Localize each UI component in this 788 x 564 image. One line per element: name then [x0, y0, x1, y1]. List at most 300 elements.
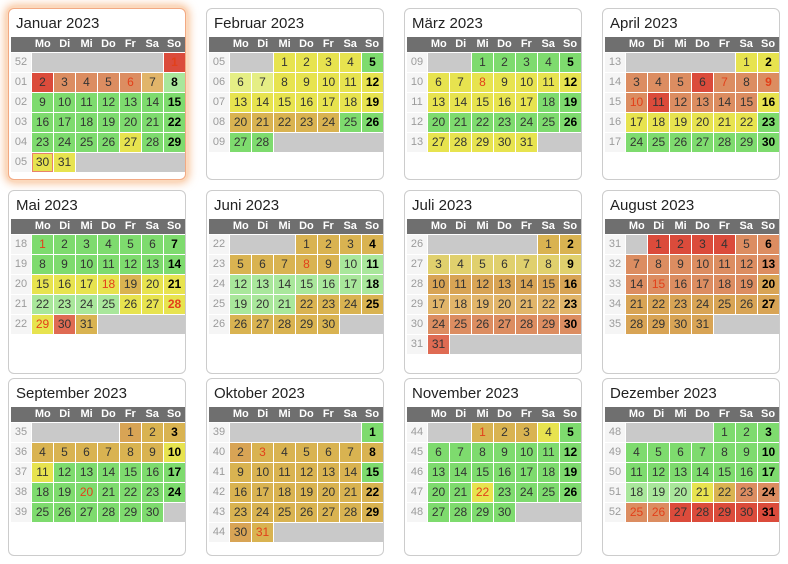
- day-cell[interactable]: 25: [538, 483, 559, 502]
- day-cell[interactable]: 1: [538, 235, 559, 254]
- day-cell[interactable]: 9: [560, 255, 581, 274]
- day-cell[interactable]: 15: [648, 275, 669, 294]
- day-cell[interactable]: 19: [670, 113, 691, 132]
- day-cell[interactable]: 22: [472, 483, 493, 502]
- day-cell[interactable]: 6: [252, 255, 273, 274]
- day-cell[interactable]: 27: [428, 503, 449, 522]
- day-cell[interactable]: 18: [362, 275, 383, 294]
- day-cell[interactable]: 22: [736, 113, 757, 132]
- day-cell[interactable]: 12: [736, 255, 757, 274]
- day-cell[interactable]: 16: [230, 483, 251, 502]
- day-cell[interactable]: 5: [472, 255, 493, 274]
- day-cell[interactable]: 23: [670, 295, 691, 314]
- day-cell[interactable]: 6: [758, 235, 779, 254]
- day-cell[interactable]: 7: [516, 255, 537, 274]
- day-cell[interactable]: 17: [252, 483, 273, 502]
- day-cell[interactable]: 10: [758, 443, 779, 462]
- day-cell[interactable]: 17: [428, 295, 449, 314]
- day-cell[interactable]: 31: [758, 503, 779, 522]
- day-cell[interactable]: 30: [736, 503, 757, 522]
- day-cell[interactable]: 3: [54, 73, 75, 92]
- day-cell[interactable]: 9: [736, 443, 757, 462]
- day-cell[interactable]: 15: [538, 275, 559, 294]
- day-cell[interactable]: 2: [54, 235, 75, 254]
- day-cell[interactable]: 18: [450, 295, 471, 314]
- day-cell[interactable]: 1: [648, 235, 669, 254]
- day-cell[interactable]: 18: [538, 463, 559, 482]
- day-cell[interactable]: 12: [120, 255, 141, 274]
- day-cell[interactable]: 13: [758, 255, 779, 274]
- day-cell[interactable]: 1: [164, 53, 185, 72]
- day-cell[interactable]: 5: [98, 73, 119, 92]
- day-cell[interactable]: 11: [76, 93, 97, 112]
- day-cell[interactable]: 11: [626, 463, 647, 482]
- day-cell[interactable]: 31: [252, 523, 273, 542]
- day-cell[interactable]: 20: [428, 483, 449, 502]
- day-cell[interactable]: 5: [54, 443, 75, 462]
- day-cell[interactable]: 19: [736, 275, 757, 294]
- day-cell[interactable]: 24: [516, 113, 537, 132]
- day-cell[interactable]: 3: [428, 255, 449, 274]
- day-cell[interactable]: 21: [98, 483, 119, 502]
- day-cell[interactable]: 4: [714, 235, 735, 254]
- day-cell[interactable]: 16: [54, 275, 75, 294]
- day-cell[interactable]: 16: [142, 463, 163, 482]
- day-cell[interactable]: 4: [538, 423, 559, 442]
- day-cell[interactable]: 28: [274, 315, 295, 334]
- day-cell[interactable]: 10: [516, 443, 537, 462]
- day-cell[interactable]: 27: [428, 133, 449, 152]
- day-cell[interactable]: 22: [32, 295, 53, 314]
- day-cell[interactable]: 3: [692, 235, 713, 254]
- day-cell[interactable]: 12: [472, 275, 493, 294]
- day-cell[interactable]: 29: [120, 503, 141, 522]
- day-cell[interactable]: 17: [76, 275, 97, 294]
- day-cell[interactable]: 3: [318, 53, 339, 72]
- day-cell[interactable]: 5: [296, 443, 317, 462]
- day-cell[interactable]: 18: [274, 483, 295, 502]
- day-cell[interactable]: 23: [758, 113, 779, 132]
- day-cell[interactable]: 24: [164, 483, 185, 502]
- day-cell[interactable]: 15: [164, 93, 185, 112]
- day-cell[interactable]: 4: [362, 235, 383, 254]
- day-cell[interactable]: 10: [428, 275, 449, 294]
- day-cell[interactable]: 17: [516, 463, 537, 482]
- day-cell[interactable]: 23: [32, 133, 53, 152]
- day-cell[interactable]: 5: [648, 443, 669, 462]
- day-cell[interactable]: 21: [516, 295, 537, 314]
- day-cell[interactable]: 25: [538, 113, 559, 132]
- day-cell[interactable]: 4: [648, 73, 669, 92]
- day-cell[interactable]: 4: [340, 53, 361, 72]
- day-cell[interactable]: 14: [450, 463, 471, 482]
- day-cell[interactable]: 20: [120, 113, 141, 132]
- day-cell[interactable]: 27: [120, 133, 141, 152]
- day-cell[interactable]: 14: [626, 275, 647, 294]
- day-cell[interactable]: 1: [296, 235, 317, 254]
- day-cell[interactable]: 19: [472, 295, 493, 314]
- day-cell[interactable]: 2: [494, 53, 515, 72]
- day-cell[interactable]: 15: [362, 463, 383, 482]
- day-cell[interactable]: 28: [714, 133, 735, 152]
- day-cell[interactable]: 4: [76, 73, 97, 92]
- day-cell[interactable]: 10: [692, 255, 713, 274]
- day-cell[interactable]: 26: [230, 315, 251, 334]
- day-cell[interactable]: 16: [670, 275, 691, 294]
- day-cell[interactable]: 25: [98, 295, 119, 314]
- day-cell[interactable]: 29: [714, 503, 735, 522]
- day-cell[interactable]: 22: [274, 113, 295, 132]
- day-cell[interactable]: 23: [560, 295, 581, 314]
- day-cell[interactable]: 22: [164, 113, 185, 132]
- day-cell[interactable]: 7: [252, 73, 273, 92]
- day-cell[interactable]: 31: [428, 335, 449, 354]
- day-cell[interactable]: 13: [670, 463, 691, 482]
- day-cell[interactable]: 27: [318, 503, 339, 522]
- day-cell[interactable]: 30: [494, 133, 515, 152]
- day-cell[interactable]: 10: [54, 93, 75, 112]
- day-cell[interactable]: 19: [54, 483, 75, 502]
- day-cell[interactable]: 25: [340, 113, 361, 132]
- day-cell[interactable]: 16: [296, 93, 317, 112]
- day-cell[interactable]: 11: [98, 255, 119, 274]
- day-cell[interactable]: 6: [318, 443, 339, 462]
- day-cell[interactable]: 7: [714, 73, 735, 92]
- day-cell[interactable]: 15: [714, 463, 735, 482]
- day-cell[interactable]: 9: [142, 443, 163, 462]
- day-cell[interactable]: 26: [120, 295, 141, 314]
- day-cell[interactable]: 24: [318, 113, 339, 132]
- day-cell[interactable]: 30: [142, 503, 163, 522]
- day-cell[interactable]: 4: [450, 255, 471, 274]
- day-cell[interactable]: 9: [32, 93, 53, 112]
- day-cell[interactable]: 12: [98, 93, 119, 112]
- day-cell[interactable]: 21: [626, 295, 647, 314]
- day-cell[interactable]: 12: [296, 463, 317, 482]
- day-cell[interactable]: 5: [560, 423, 581, 442]
- day-cell[interactable]: 3: [252, 443, 273, 462]
- day-cell[interactable]: 8: [32, 255, 53, 274]
- day-cell[interactable]: 21: [164, 275, 185, 294]
- day-cell[interactable]: 12: [560, 443, 581, 462]
- day-cell[interactable]: 11: [362, 255, 383, 274]
- day-cell[interactable]: 1: [362, 423, 383, 442]
- day-cell[interactable]: 6: [428, 73, 449, 92]
- day-cell[interactable]: 31: [516, 133, 537, 152]
- day-cell[interactable]: 17: [164, 463, 185, 482]
- day-cell[interactable]: 12: [560, 73, 581, 92]
- day-cell[interactable]: 8: [472, 443, 493, 462]
- day-cell[interactable]: 21: [274, 295, 295, 314]
- day-cell[interactable]: 7: [340, 443, 361, 462]
- day-cell[interactable]: 6: [692, 73, 713, 92]
- day-cell[interactable]: 31: [76, 315, 97, 334]
- day-cell[interactable]: 19: [648, 483, 669, 502]
- day-cell[interactable]: 6: [230, 73, 251, 92]
- day-cell[interactable]: 15: [736, 93, 757, 112]
- day-cell[interactable]: 16: [758, 93, 779, 112]
- day-cell[interactable]: 7: [164, 235, 185, 254]
- day-cell[interactable]: 3: [516, 423, 537, 442]
- day-cell[interactable]: 27: [76, 503, 97, 522]
- day-cell[interactable]: 21: [340, 483, 361, 502]
- day-cell[interactable]: 23: [54, 295, 75, 314]
- day-cell[interactable]: 11: [714, 255, 735, 274]
- day-cell[interactable]: 7: [450, 73, 471, 92]
- day-cell[interactable]: 20: [494, 295, 515, 314]
- day-cell[interactable]: 2: [230, 443, 251, 462]
- day-cell[interactable]: 22: [362, 483, 383, 502]
- day-cell[interactable]: 13: [120, 93, 141, 112]
- day-cell[interactable]: 27: [670, 503, 691, 522]
- day-cell[interactable]: 24: [692, 295, 713, 314]
- day-cell[interactable]: 1: [274, 53, 295, 72]
- day-cell[interactable]: 1: [736, 53, 757, 72]
- day-cell[interactable]: 9: [318, 255, 339, 274]
- day-cell[interactable]: 14: [274, 275, 295, 294]
- day-cell[interactable]: 24: [76, 295, 97, 314]
- day-cell[interactable]: 20: [318, 483, 339, 502]
- day-cell[interactable]: 25: [362, 295, 383, 314]
- day-cell[interactable]: 25: [274, 503, 295, 522]
- day-cell[interactable]: 18: [538, 93, 559, 112]
- day-cell[interactable]: 18: [340, 93, 361, 112]
- day-cell[interactable]: 27: [758, 295, 779, 314]
- day-cell[interactable]: 29: [736, 133, 757, 152]
- day-cell[interactable]: 1: [472, 423, 493, 442]
- day-cell[interactable]: 25: [626, 503, 647, 522]
- day-cell[interactable]: 4: [626, 443, 647, 462]
- day-cell[interactable]: 20: [670, 483, 691, 502]
- day-cell[interactable]: 26: [362, 113, 383, 132]
- day-cell[interactable]: 18: [98, 275, 119, 294]
- day-cell[interactable]: 27: [494, 315, 515, 334]
- day-cell[interactable]: 16: [736, 463, 757, 482]
- day-cell[interactable]: 13: [692, 93, 713, 112]
- day-cell[interactable]: 29: [296, 315, 317, 334]
- day-cell[interactable]: 25: [648, 133, 669, 152]
- day-cell[interactable]: 3: [626, 73, 647, 92]
- day-cell[interactable]: 20: [252, 295, 273, 314]
- day-cell[interactable]: 2: [758, 53, 779, 72]
- day-cell[interactable]: 22: [714, 483, 735, 502]
- day-cell[interactable]: 6: [428, 443, 449, 462]
- day-cell[interactable]: 8: [472, 73, 493, 92]
- day-cell[interactable]: 9: [54, 255, 75, 274]
- day-cell[interactable]: 8: [538, 255, 559, 274]
- day-cell[interactable]: 26: [54, 503, 75, 522]
- day-cell[interactable]: 10: [164, 443, 185, 462]
- day-cell[interactable]: 21: [450, 113, 471, 132]
- day-cell[interactable]: 20: [76, 483, 97, 502]
- day-cell[interactable]: 22: [296, 295, 317, 314]
- day-cell[interactable]: 26: [98, 133, 119, 152]
- day-cell[interactable]: 8: [362, 443, 383, 462]
- day-cell[interactable]: 28: [692, 503, 713, 522]
- day-cell[interactable]: 15: [472, 463, 493, 482]
- day-cell[interactable]: 13: [318, 463, 339, 482]
- day-cell[interactable]: 23: [142, 483, 163, 502]
- day-cell[interactable]: 3: [340, 235, 361, 254]
- day-cell[interactable]: 13: [252, 275, 273, 294]
- day-cell[interactable]: 29: [472, 503, 493, 522]
- day-cell[interactable]: 2: [296, 53, 317, 72]
- day-cell[interactable]: 18: [648, 113, 669, 132]
- day-cell[interactable]: 13: [230, 93, 251, 112]
- day-cell[interactable]: 4: [98, 235, 119, 254]
- day-cell[interactable]: 5: [230, 255, 251, 274]
- day-cell[interactable]: 19: [98, 113, 119, 132]
- day-cell[interactable]: 11: [648, 93, 669, 112]
- day-cell[interactable]: 30: [560, 315, 581, 334]
- day-cell[interactable]: 2: [494, 423, 515, 442]
- day-cell[interactable]: 31: [54, 153, 75, 172]
- day-cell[interactable]: 19: [560, 463, 581, 482]
- day-cell[interactable]: 28: [450, 133, 471, 152]
- day-cell[interactable]: 14: [714, 93, 735, 112]
- day-cell[interactable]: 8: [120, 443, 141, 462]
- day-cell[interactable]: 27: [142, 295, 163, 314]
- day-cell[interactable]: 8: [648, 255, 669, 274]
- day-cell[interactable]: 17: [516, 93, 537, 112]
- day-cell[interactable]: 14: [252, 93, 273, 112]
- day-cell[interactable]: 18: [76, 113, 97, 132]
- day-cell[interactable]: 29: [32, 315, 53, 334]
- day-cell[interactable]: 31: [692, 315, 713, 334]
- day-cell[interactable]: 21: [252, 113, 273, 132]
- day-cell[interactable]: 4: [538, 53, 559, 72]
- day-cell[interactable]: 30: [494, 503, 515, 522]
- day-cell[interactable]: 1: [32, 235, 53, 254]
- day-cell[interactable]: 26: [736, 295, 757, 314]
- day-cell[interactable]: 2: [318, 235, 339, 254]
- day-cell[interactable]: 26: [560, 113, 581, 132]
- day-cell[interactable]: 27: [230, 133, 251, 152]
- day-cell[interactable]: 2: [736, 423, 757, 442]
- day-cell[interactable]: 21: [714, 113, 735, 132]
- day-cell[interactable]: 17: [758, 463, 779, 482]
- day-cell[interactable]: 17: [54, 113, 75, 132]
- day-cell[interactable]: 19: [296, 483, 317, 502]
- day-cell[interactable]: 19: [362, 93, 383, 112]
- day-cell[interactable]: 28: [98, 503, 119, 522]
- day-cell[interactable]: 12: [54, 463, 75, 482]
- day-cell[interactable]: 7: [142, 73, 163, 92]
- day-cell[interactable]: 24: [252, 503, 273, 522]
- day-cell[interactable]: 6: [120, 73, 141, 92]
- day-cell[interactable]: 15: [472, 93, 493, 112]
- day-cell[interactable]: 1: [120, 423, 141, 442]
- day-cell[interactable]: 20: [230, 113, 251, 132]
- day-cell[interactable]: 17: [626, 113, 647, 132]
- day-cell[interactable]: 28: [626, 315, 647, 334]
- day-cell[interactable]: 9: [296, 73, 317, 92]
- day-cell-today[interactable]: 30: [32, 153, 53, 172]
- day-cell[interactable]: 23: [230, 503, 251, 522]
- day-cell[interactable]: 23: [736, 483, 757, 502]
- day-cell[interactable]: 8: [296, 255, 317, 274]
- day-cell[interactable]: 15: [274, 93, 295, 112]
- day-cell[interactable]: 26: [670, 133, 691, 152]
- day-cell[interactable]: 10: [252, 463, 273, 482]
- day-cell[interactable]: 30: [670, 315, 691, 334]
- day-cell[interactable]: 27: [252, 315, 273, 334]
- day-cell[interactable]: 28: [252, 133, 273, 152]
- day-cell[interactable]: 24: [516, 483, 537, 502]
- day-cell[interactable]: 30: [230, 523, 251, 542]
- day-cell[interactable]: 10: [76, 255, 97, 274]
- day-cell[interactable]: 21: [692, 483, 713, 502]
- day-cell[interactable]: 6: [494, 255, 515, 274]
- day-cell[interactable]: 9: [494, 73, 515, 92]
- day-cell[interactable]: 22: [120, 483, 141, 502]
- day-cell[interactable]: 6: [142, 235, 163, 254]
- day-cell[interactable]: 13: [428, 463, 449, 482]
- day-cell[interactable]: 24: [428, 315, 449, 334]
- day-cell[interactable]: 17: [692, 275, 713, 294]
- day-cell[interactable]: 26: [648, 503, 669, 522]
- day-cell[interactable]: 28: [450, 503, 471, 522]
- day-cell[interactable]: 20: [692, 113, 713, 132]
- day-cell[interactable]: 3: [76, 235, 97, 254]
- day-cell[interactable]: 24: [54, 133, 75, 152]
- day-cell[interactable]: 9: [758, 73, 779, 92]
- day-cell[interactable]: 11: [450, 275, 471, 294]
- day-cell[interactable]: 3: [516, 53, 537, 72]
- day-cell[interactable]: 28: [164, 295, 185, 314]
- day-cell[interactable]: 18: [714, 275, 735, 294]
- day-cell[interactable]: 24: [758, 483, 779, 502]
- day-cell[interactable]: 17: [318, 93, 339, 112]
- day-cell[interactable]: 16: [494, 93, 515, 112]
- day-cell[interactable]: 29: [538, 315, 559, 334]
- day-cell[interactable]: 10: [516, 73, 537, 92]
- day-cell[interactable]: 22: [472, 113, 493, 132]
- day-cell[interactable]: 30: [54, 315, 75, 334]
- day-cell[interactable]: 21: [142, 113, 163, 132]
- day-cell[interactable]: 11: [32, 463, 53, 482]
- day-cell[interactable]: 22: [538, 295, 559, 314]
- day-cell[interactable]: 26: [472, 315, 493, 334]
- day-cell[interactable]: 20: [428, 113, 449, 132]
- day-cell[interactable]: 13: [142, 255, 163, 274]
- day-cell[interactable]: 4: [274, 443, 295, 462]
- day-cell[interactable]: 16: [560, 275, 581, 294]
- day-cell[interactable]: 28: [340, 503, 361, 522]
- day-cell[interactable]: 2: [670, 235, 691, 254]
- day-cell[interactable]: 6: [76, 443, 97, 462]
- day-cell[interactable]: 26: [296, 503, 317, 522]
- day-cell[interactable]: 16: [32, 113, 53, 132]
- day-cell[interactable]: 10: [318, 73, 339, 92]
- day-cell[interactable]: 21: [450, 483, 471, 502]
- day-cell[interactable]: 24: [340, 295, 361, 314]
- day-cell[interactable]: 11: [538, 73, 559, 92]
- day-cell[interactable]: 23: [296, 113, 317, 132]
- day-cell[interactable]: 14: [340, 463, 361, 482]
- day-cell[interactable]: 14: [98, 463, 119, 482]
- day-cell[interactable]: 2: [32, 73, 53, 92]
- day-cell[interactable]: 5: [560, 53, 581, 72]
- day-cell[interactable]: 29: [362, 503, 383, 522]
- day-cell[interactable]: 10: [626, 93, 647, 112]
- day-cell[interactable]: 13: [494, 275, 515, 294]
- day-cell[interactable]: 14: [692, 463, 713, 482]
- day-cell[interactable]: 29: [164, 133, 185, 152]
- day-cell[interactable]: 25: [76, 133, 97, 152]
- day-cell[interactable]: 20: [758, 275, 779, 294]
- day-cell[interactable]: 8: [274, 73, 295, 92]
